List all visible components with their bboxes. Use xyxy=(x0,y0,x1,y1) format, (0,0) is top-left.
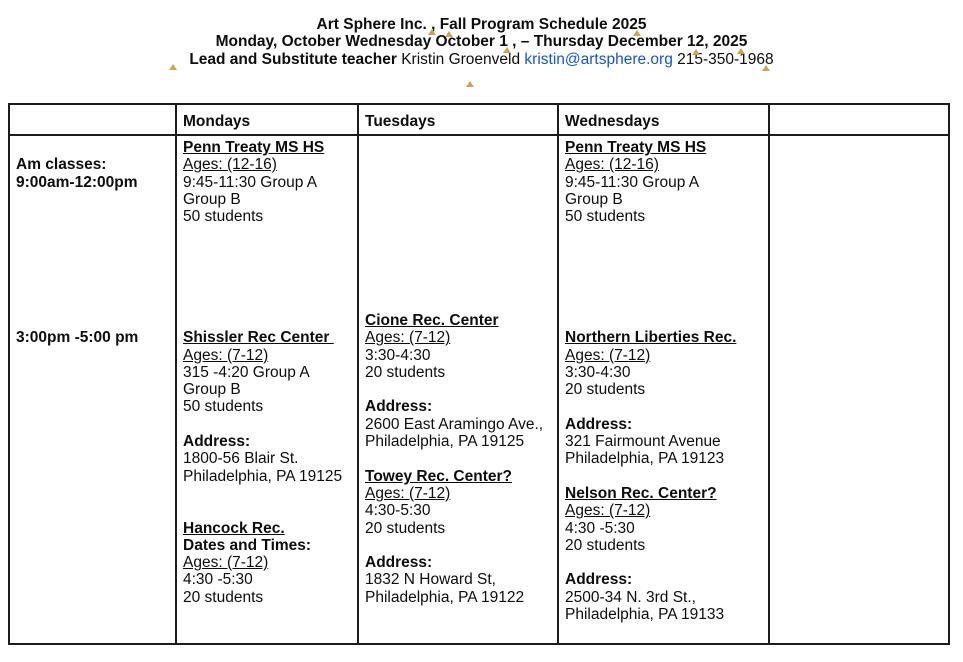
time-line: 4:30 -5:30 xyxy=(565,519,635,537)
tuesday-cell xyxy=(358,135,558,644)
document-date-range: Monday, October Wednesday October 1 , – Thursday December 12, 2025 xyxy=(215,33,748,51)
lead-teacher-label: Lead and Substitute teacher xyxy=(189,50,397,68)
students-line: 20 students xyxy=(365,363,446,381)
venue-title: Hancock Rec. xyxy=(183,519,285,537)
address-line: 1832 N Howard St, xyxy=(365,571,496,589)
ages-line: Ages: (12-16) xyxy=(183,156,277,174)
ages-line: Ages: (12-16) xyxy=(565,156,659,174)
column-header-mondays: Mondays xyxy=(176,104,358,135)
column-header-blank xyxy=(769,104,949,135)
wednesday-cell xyxy=(558,135,769,644)
ages-line: Ages: (7-12) xyxy=(365,484,451,502)
teacher-line xyxy=(0,51,963,68)
time-line: 9:45-11:30 Group A xyxy=(565,173,700,191)
column-header-wednesdays: Wednesdays xyxy=(558,104,769,135)
address-label: Address: xyxy=(183,433,251,451)
group-line: Group B xyxy=(183,381,241,399)
time-line: 9:45-11:30 Group A xyxy=(183,173,318,191)
comment-marker-icon xyxy=(737,48,745,54)
venue-title: Nelson Rec. Center? xyxy=(565,484,717,502)
phone-number: 215-350-1968 xyxy=(677,50,774,68)
time-line: 4:30-5:30 xyxy=(365,502,431,520)
dates-and-times-label: Dates and Times: xyxy=(183,536,312,554)
students-line: 50 students xyxy=(565,208,646,226)
students-line: 20 students xyxy=(183,588,264,606)
students-line: 20 students xyxy=(365,519,446,537)
venue-title: Penn Treaty MS HS xyxy=(183,139,325,156)
address-line: 2600 East Aramingo Ave., xyxy=(365,415,544,433)
address-line: Philadelphia, PA 19123 xyxy=(565,450,725,468)
comment-marker-icon xyxy=(762,65,770,71)
ages-line: Ages: (7-12) xyxy=(183,346,269,364)
ages-line: Ages: (7-12) xyxy=(565,346,651,364)
comment-marker-icon xyxy=(633,30,641,36)
empty-cell xyxy=(769,135,949,644)
address-line: Philadelphia, PA 19133 xyxy=(565,606,725,624)
document-header xyxy=(0,16,963,68)
time-column-cell xyxy=(9,135,176,644)
time-line: 4:30 -5:30 xyxy=(183,571,253,589)
students-line: 20 students xyxy=(565,381,646,399)
schedule-table xyxy=(8,103,950,645)
address-label: Address: xyxy=(365,398,433,416)
group-line: Group B xyxy=(183,190,241,208)
address-line: Philadelphia, PA 19125 xyxy=(183,467,343,485)
ages-line: Ages: (7-12) xyxy=(365,329,451,347)
venue-title: Penn Treaty MS HS xyxy=(565,139,707,156)
address-label: Address: xyxy=(365,554,433,572)
time-line: 315 -4:20 Group A xyxy=(183,363,310,381)
ages-line: Ages: (7-12) xyxy=(183,554,269,572)
teacher-name: Kristin Groenveld xyxy=(401,50,521,68)
address-line: Philadelphia, PA 19125 xyxy=(365,433,525,451)
am-time-range: 9:00am-12:00pm xyxy=(16,173,138,191)
comment-marker-icon xyxy=(503,47,511,53)
students-line: 50 students xyxy=(183,398,264,416)
header-row xyxy=(9,104,949,135)
venue-title: Towey Rec. Center? xyxy=(365,467,513,485)
group-line: Group B xyxy=(565,190,623,208)
venue-title: Cione Rec. Center xyxy=(365,311,499,329)
venue-title: Shissler Rec Center xyxy=(183,329,334,347)
comment-marker-icon xyxy=(428,29,436,35)
document-title: Art Sphere Inc. , Fall Program Schedule 2025 xyxy=(316,16,647,33)
address-line: 321 Fairmount Avenue xyxy=(565,433,721,451)
address-label: Address: xyxy=(565,571,633,589)
column-header-time xyxy=(9,104,176,135)
monday-cell xyxy=(176,135,358,644)
students-line: 20 students xyxy=(565,536,646,554)
comment-marker-icon xyxy=(692,49,700,55)
ages-line: Ages: (7-12) xyxy=(565,502,651,520)
time-line: 3:30-4:30 xyxy=(565,363,631,381)
am-classes-label: Am classes: xyxy=(16,156,107,174)
venue-title: Northern Liberties Rec. xyxy=(565,329,737,347)
body-row xyxy=(9,135,949,644)
students-line: 50 students xyxy=(183,208,264,226)
comment-marker-icon xyxy=(169,64,177,70)
email-link[interactable]: kristin@artsphere.org xyxy=(524,50,673,68)
comment-marker-icon xyxy=(466,81,474,87)
address-line: 2500-34 N. 3rd St., xyxy=(565,588,696,606)
column-header-tuesdays: Tuesdays xyxy=(358,104,558,135)
pm-time-range: 3:00pm -5:00 pm xyxy=(16,329,139,347)
time-line: 3:30-4:30 xyxy=(365,346,431,364)
comment-marker-icon xyxy=(445,31,453,37)
address-line: 1800-56 Blair St. xyxy=(183,450,299,468)
address-label: Address: xyxy=(565,415,633,433)
address-line: Philadelphia, PA 19122 xyxy=(365,588,525,606)
